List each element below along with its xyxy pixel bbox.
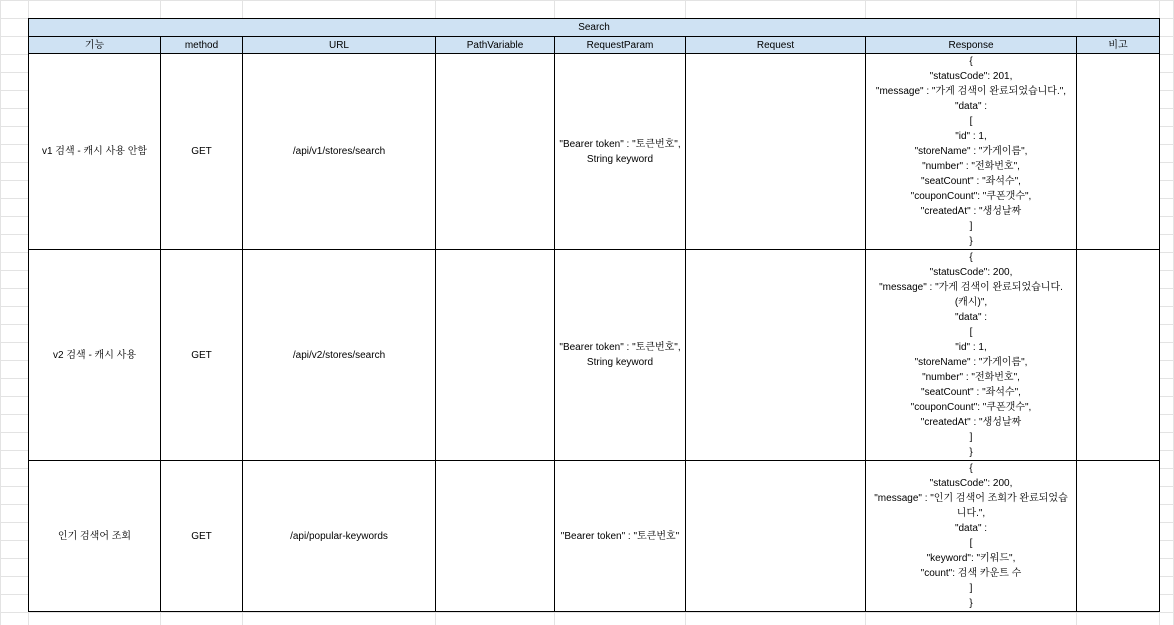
- cell-request-param[interactable]: [555, 54, 686, 250]
- cell-path-variable[interactable]: [436, 461, 555, 612]
- header-method[interactable]: method: [161, 37, 243, 54]
- request-param-line: String keyword: [586, 153, 654, 165]
- sheet-gridline: [0, 0, 1174, 1]
- response-line: "data" :: [954, 523, 988, 534]
- response-line: ]: [969, 432, 973, 443]
- response-line: "createdAt" : "생성날짜: [920, 417, 1022, 428]
- response-line: [: [969, 116, 973, 127]
- request-param-line: "Bearer token" : "토큰번호",: [559, 138, 681, 150]
- cell-url[interactable]: /api/v1/stores/search: [243, 54, 436, 250]
- response-line: ]: [969, 583, 973, 594]
- response-line: "couponCount": "쿠폰갯수",: [910, 402, 1032, 413]
- cell-request-param[interactable]: [555, 461, 686, 612]
- cell-method[interactable]: GET: [161, 54, 243, 250]
- cell-response[interactable]: [866, 461, 1077, 612]
- cell-response[interactable]: [866, 250, 1077, 461]
- response-line: "number" : "전화번호",: [922, 372, 1020, 383]
- cell-method[interactable]: GET: [161, 461, 243, 612]
- response-line: [: [969, 538, 973, 549]
- cell-request-param[interactable]: [555, 250, 686, 461]
- response-line: "id" : 1,: [955, 131, 987, 142]
- response-line: "seatCount" : "좌석수",: [921, 387, 1021, 398]
- header-note[interactable]: 비고: [1077, 37, 1160, 54]
- header-path-variable[interactable]: PathVariable: [436, 37, 555, 54]
- response-line: (캐시)",: [954, 297, 988, 308]
- cell-request[interactable]: [686, 54, 866, 250]
- response-line: 니다.",: [956, 508, 986, 519]
- response-line: "statusCode": 201,: [929, 71, 1013, 82]
- response-line: {: [969, 56, 973, 67]
- response-line: }: [969, 236, 973, 247]
- response-line: "message" : "가게 검색이 완료되었습니다.",: [875, 86, 1067, 97]
- response-line: "message" : "가게 검색이 완료되었습니다.: [879, 282, 1063, 293]
- response-line: }: [969, 447, 973, 458]
- response-line: "number" : "전화번호",: [922, 161, 1020, 172]
- header-feature[interactable]: 기능: [29, 37, 161, 54]
- cell-note[interactable]: [1077, 250, 1160, 461]
- table-row: [29, 54, 1160, 250]
- response-line: "data" :: [954, 312, 988, 323]
- response-line: "seatCount" : "좌석수",: [921, 176, 1021, 187]
- header-request[interactable]: Request: [686, 37, 866, 54]
- response-line: "statusCode": 200,: [929, 478, 1013, 489]
- request-param-line: "Bearer token" : "토큰번호",: [559, 342, 681, 353]
- response-line: ]: [969, 221, 973, 232]
- response-line: "statusCode": 200,: [929, 267, 1013, 278]
- cell-path-variable[interactable]: [436, 250, 555, 461]
- response-line: "id" : 1,: [955, 342, 987, 353]
- response-line: "count": 검색 카운트 수: [920, 568, 1022, 579]
- header-response[interactable]: Response: [866, 37, 1077, 54]
- cell-method[interactable]: GET: [161, 250, 243, 461]
- response-line: "keyword": "키워드",: [926, 553, 1016, 564]
- response-line: "createdAt" : "생성날짜: [920, 206, 1022, 217]
- cell-url[interactable]: /api/v2/stores/search: [243, 250, 436, 461]
- api-spec-table: [28, 18, 1160, 612]
- cell-feature[interactable]: v2 검색 - 캐시 사용: [29, 250, 161, 461]
- response-line: [: [969, 327, 973, 338]
- cell-request[interactable]: [686, 250, 866, 461]
- cell-note[interactable]: [1077, 54, 1160, 250]
- cell-url[interactable]: /api/popular-keywords: [243, 461, 436, 612]
- header-url[interactable]: URL: [243, 37, 436, 54]
- table-row: [29, 250, 1160, 461]
- cell-response[interactable]: [866, 54, 1077, 250]
- table-header-row: [29, 37, 1160, 54]
- header-request-param[interactable]: RequestParam: [555, 37, 686, 54]
- cell-feature[interactable]: v1 검색 - 캐시 사용 안함: [29, 54, 161, 250]
- response-line: "couponCount": "쿠폰갯수",: [910, 191, 1032, 202]
- response-line: "data" :: [954, 101, 988, 112]
- table-title-row: [29, 19, 1160, 37]
- response-line: "storeName" : "가게이름",: [914, 357, 1028, 368]
- response-line: "storeName" : "가게이름",: [914, 146, 1028, 157]
- table-row: [29, 461, 1160, 612]
- request-param-line: String keyword: [586, 357, 654, 368]
- cell-note[interactable]: [1077, 461, 1160, 612]
- response-line: }: [969, 598, 973, 609]
- sheet-gridline: [0, 612, 1174, 613]
- cell-path-variable[interactable]: [436, 54, 555, 250]
- table-title[interactable]: Search: [29, 19, 1160, 37]
- cell-request[interactable]: [686, 461, 866, 612]
- sheet-gridline: [0, 0, 1, 625]
- response-line: "message" : "인기 검색어 조회가 완료되었습: [874, 493, 1068, 504]
- response-line: {: [969, 252, 973, 263]
- cell-feature[interactable]: 인기 검색어 조회: [29, 461, 161, 612]
- response-line: {: [969, 463, 973, 474]
- request-param-line: "Bearer token" : "토큰번호": [560, 530, 680, 542]
